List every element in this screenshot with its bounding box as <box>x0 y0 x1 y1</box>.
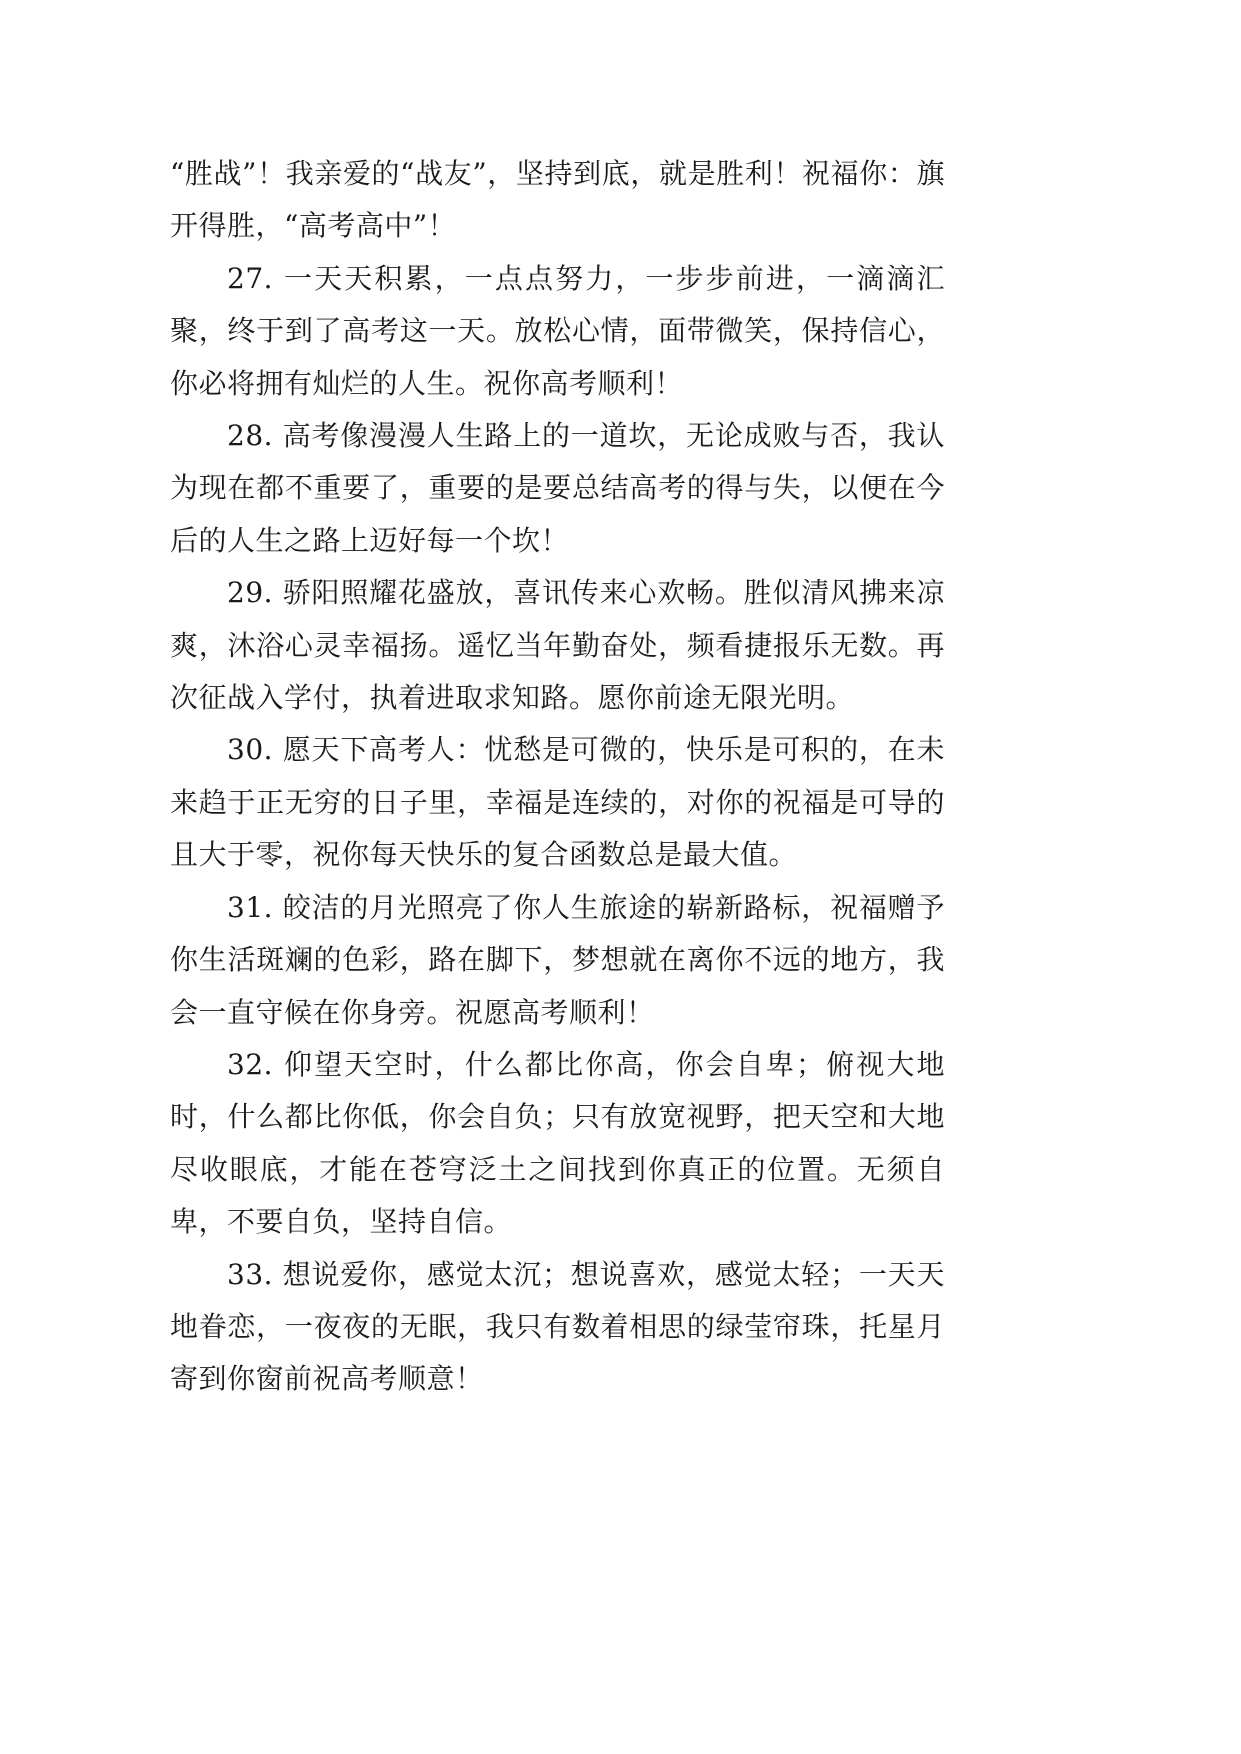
paragraph-33: 33. 想说爱你，感觉太沉；想说喜欢，感觉太轻；一天天地眷恋，一夜夜的无眠，我只有数着相思的绿莹帘珠，托星月寄到你窗前祝高考顺意！ <box>170 1257 945 1396</box>
paragraph-32: 32. 仰望天空时，什么都比你高，你会自卑；俯视大地时，什么都比你低，你会自负；只有放宽视野，把天空和大地尽收眼底，才能在苍穹泛土之间找到你真正的位置。无须自卑，不要自负，坚持自信。 <box>170 1047 945 1239</box>
paragraph-27: 27. 一天天积累，一点点努力，一步步前进，一滴滴汇聚，终于到了高考这一天。放松心情，面带微笑，保持信心，你必将拥有灿烂的人生。祝你高考顺利！ <box>170 261 945 400</box>
document-body <box>170 148 945 1406</box>
paragraph-continuation: “胜战”！我亲爱的“战友”，坚持到底，就是胜利！祝福你：旗开得胜，“高考高中”！ <box>170 157 945 243</box>
paragraph-29: 29. 骄阳照耀花盛放，喜讯传来心欢畅。胜似清风拂来凉爽，沐浴心灵幸福扬。遥忆当年勤奋处，频看捷报乐无数。再次征战入学付，执着进取求知路。愿你前途无限光明。 <box>170 576 945 715</box>
paragraph-30: 30. 愿天下高考人：忧愁是可微的，快乐是可积的，在未来趋于正无穷的日子里，幸福是连续的，对你的祝福是可导的且大于零，祝你每天快乐的复合函数总是最大值。 <box>170 733 945 872</box>
paragraph-28: 28. 高考像漫漫人生路上的一道坎，无论成败与否，我认为现在都不重要了，重要的是要总结高考的得与失，以便在今后的人生之路上迈好每一个坎！ <box>170 419 945 557</box>
paragraph-31: 31. 皎洁的月光照亮了你人生旅途的崭新路标，祝福赠予你生活斑斓的色彩，路在脚下，梦想就在离你不远的地方，我会一直守候在你身旁。祝愿高考顺利！ <box>170 890 945 1029</box>
